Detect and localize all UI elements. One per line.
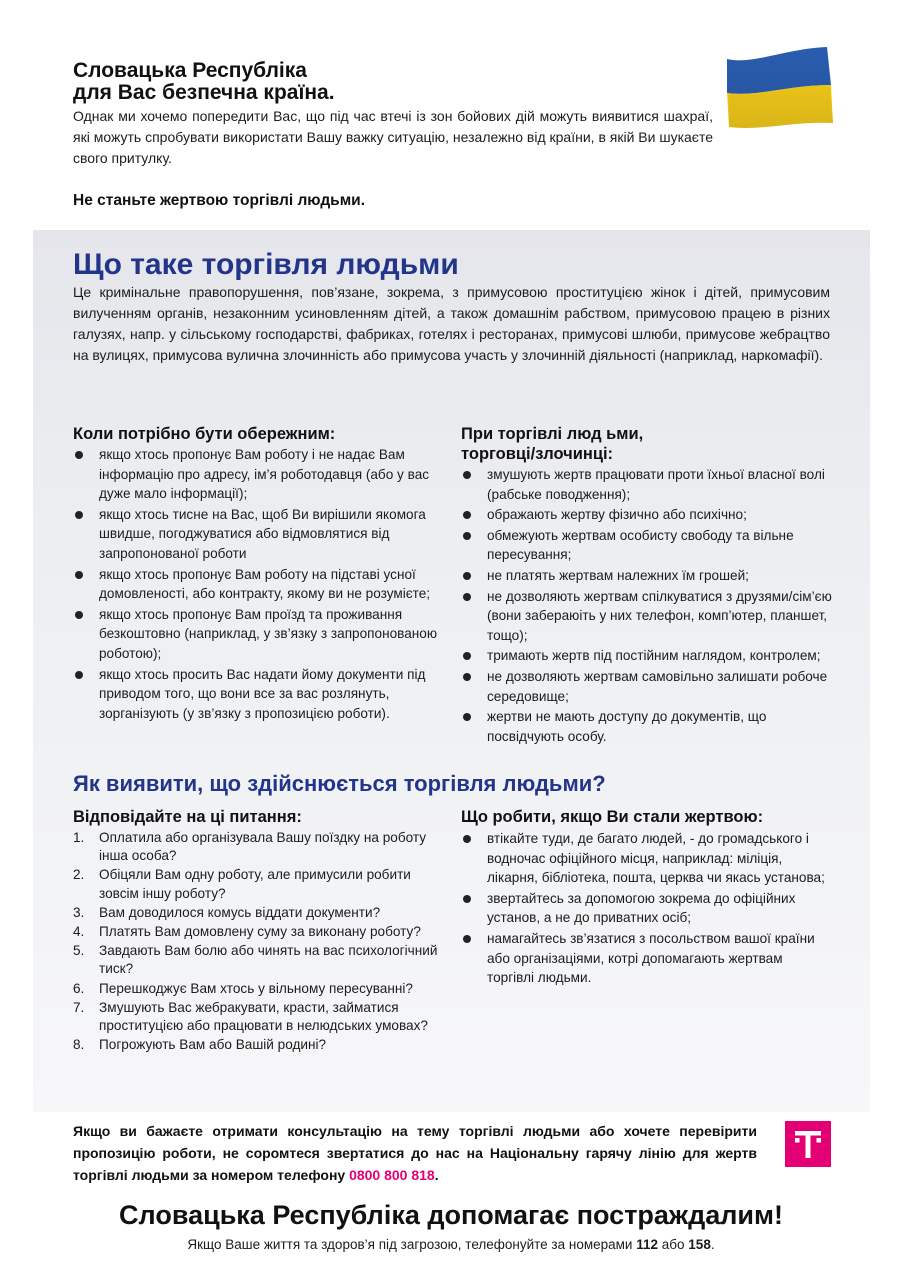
definition-text: Це кримінальне правопорушення, пов’язане, зокрема, з примусовою проституцією жінок і дітей, примусовим вилученням органів, незаконним усиновленням дітей, а також домашнім рабством, примусовою працею в різних галузях, напр. у сільському господарстві, фабриках, готелях і ресторанах, примусові шлюби, примусове жебрацтво на вулицях, примусова вулична злочинність або примусова участь у злочинній діяльності (наприклад, наркомафії).: [73, 284, 830, 363]
item-text: Оплатила або організувала Вашу поїздку на роботу інша особа?: [99, 830, 427, 864]
item-text: Погрожують Вам або Вашій родині?: [99, 1037, 327, 1053]
footer-sub-text: Якщо Ваше життя та здоров’я під загрозою, телефонуйте за номерами: [187, 1237, 633, 1252]
list-item: змушують жертв працювати проти їхньої власної волі (рабське поводження);: [461, 465, 833, 504]
intro-text: Однак ми хочемо попередити Вас, що під час втечі із зон бойових дій можуть виявитися шахраї, які можуть спробувати використати Вашу важку ситуацію, незалежно від країни, в якій Ви шукаєте свого притулку.: [73, 108, 713, 166]
hotline-phone: 0800 800 818: [349, 1167, 435, 1183]
item-text: Змушують Вас жебракувати, красти, займатися проституцією або працювати в нелюдських умовах?: [99, 999, 428, 1034]
list-item: не дозволяють жертвам спілкуватися з друзями/сім’єю (вони забераюіть у них телефон, комп’ютер, планшет, тощо);: [461, 587, 833, 646]
list-item: [73, 904, 443, 922]
traffickers-heading-line1: При торгівлі люд ьми,: [461, 425, 644, 443]
footer-end: .: [710, 1237, 715, 1252]
list-item: втікайте туди, де багато людей, - до громадського і водночас офіційного місця, наприклад: міліція, лікарня, бібліотека, пошта, церква чи якась установа;: [461, 829, 833, 888]
item-text: Обіцяли Вам одну роботу, але примусили робити зовсім іншу роботу?: [99, 867, 411, 901]
telekom-logo-icon: [785, 1121, 831, 1167]
list-item: [73, 866, 443, 902]
list-item: якщо хтось пропонує Вам роботу і не надає Вам інформацію про адресу, ім’я роботодавця (або у вас дуже мало інформації);: [73, 445, 445, 504]
item-number: 3.: [73, 904, 85, 920]
list-item: звертайтесь за допомогою зокрема до офіційних установ, а не до приватних осіб;: [461, 889, 833, 928]
list-item: [73, 923, 443, 941]
intro-title: [73, 60, 335, 104]
list-item: якщо хтось тисне на Вас, щоб Ви вирішили якомога швидше, погоджуватися або відмовлятися від запропонованої роботи: [73, 505, 445, 564]
traffickers-list: [461, 465, 833, 747]
item-number: 7.: [73, 999, 85, 1015]
ukraine-flag-icon: [723, 45, 835, 130]
traffickers-heading-line2: торговці/злочинці:: [461, 445, 614, 463]
intro-warning: Не станьте жертвою торгівлі людьми.: [73, 192, 366, 209]
list-item: жертви не мають доступу до документів, що посвідчують особу.: [461, 707, 833, 746]
consultation-message: Якщо ви бажаєте отримати консультацію на тему торгівлі людьми або хочете перевірити пропозицію роботи, не соромтеся звертатися до нас на Національну гарячу лінію для жертв торгівлі людьми за номером телефону: [73, 1123, 757, 1183]
traffickers-heading: [461, 424, 643, 464]
list-item: якщо хтось просить Вас надати йому документи під приводом того, що вони все за вас розлянуть, зорганізують (у зв’язку з пропозицією роботи).: [73, 665, 445, 724]
list-item: [73, 980, 443, 998]
list-item: ображають жертву фізично або психічно;: [461, 505, 833, 525]
list-item: якщо хтось пропонує Вам роботу на підставі усної домовленості, або контракту, якому ви не розумієте;: [73, 565, 445, 604]
item-number: 6.: [73, 980, 85, 996]
consultation-text: [73, 1120, 757, 1186]
list-item: тримають жертв під постійним наглядом, контролем;: [461, 646, 833, 666]
intro-title-line2: для Вас безпечна країна.: [73, 81, 335, 104]
intro-title-line1: Словацька Республіка: [73, 59, 307, 82]
item-number: 5.: [73, 943, 85, 959]
footer-conj: або: [661, 1237, 685, 1252]
item-text: Платять Вам домовлену суму за виконану роботу?: [99, 924, 421, 940]
list-item: якщо хтось пропонує Вам проїзд та проживання безкоштовно (наприклад, у зв’язку з запропонованою роботою);: [73, 605, 445, 664]
item-text: Перешкоджує Вам хтось у вільному пересуванні?: [99, 980, 413, 996]
item-number: 8.: [73, 1037, 85, 1053]
footer-subtitle: [0, 1235, 902, 1255]
victim-heading: Що робити, якщо Ви стали жертвою:: [461, 808, 764, 826]
item-number: 1.: [73, 830, 85, 845]
section1-title: Що таке торгівля людьми: [73, 248, 459, 281]
item-number: 4.: [73, 924, 85, 940]
emergency-number-112: 112: [636, 1237, 659, 1252]
caution-list: [73, 445, 445, 724]
footer-title: Словацька Республіка допомагає постраждалим!: [119, 1200, 783, 1230]
list-item: не дозволяють жертвам самовільно залишати робоче середовище;: [461, 667, 833, 706]
consultation-end: .: [434, 1167, 439, 1183]
list-item: [73, 999, 443, 1035]
item-number: 2.: [73, 867, 85, 883]
emergency-number-158: 158: [688, 1237, 711, 1252]
questions-list: [73, 829, 443, 1055]
victim-list: [461, 829, 833, 989]
list-item: не платять жертвам належних їм грошей;: [461, 566, 833, 586]
list-item: [73, 1036, 443, 1054]
item-text: Вам доводилося комусь віддати документи?: [99, 904, 381, 920]
caution-heading: Коли потрібно бути обережним:: [73, 425, 336, 443]
questions-heading: Відповідайте на ці питання:: [73, 808, 302, 826]
list-item: [73, 829, 443, 865]
item-text: Завдають Вам болю або чинять на вас психологічний тиск?: [99, 943, 438, 977]
list-item: обмежують жертвам особисту свободу та вільне пересування;: [461, 526, 833, 565]
list-item: [73, 942, 443, 978]
list-item: намагайтесь зв’язатися з посольством вашої країни або організаціями, котрі допомагають жертвам торгівлі людьми.: [461, 929, 833, 988]
section2-title: Як виявити, що здійснюється торгівля людьми?: [73, 771, 606, 796]
